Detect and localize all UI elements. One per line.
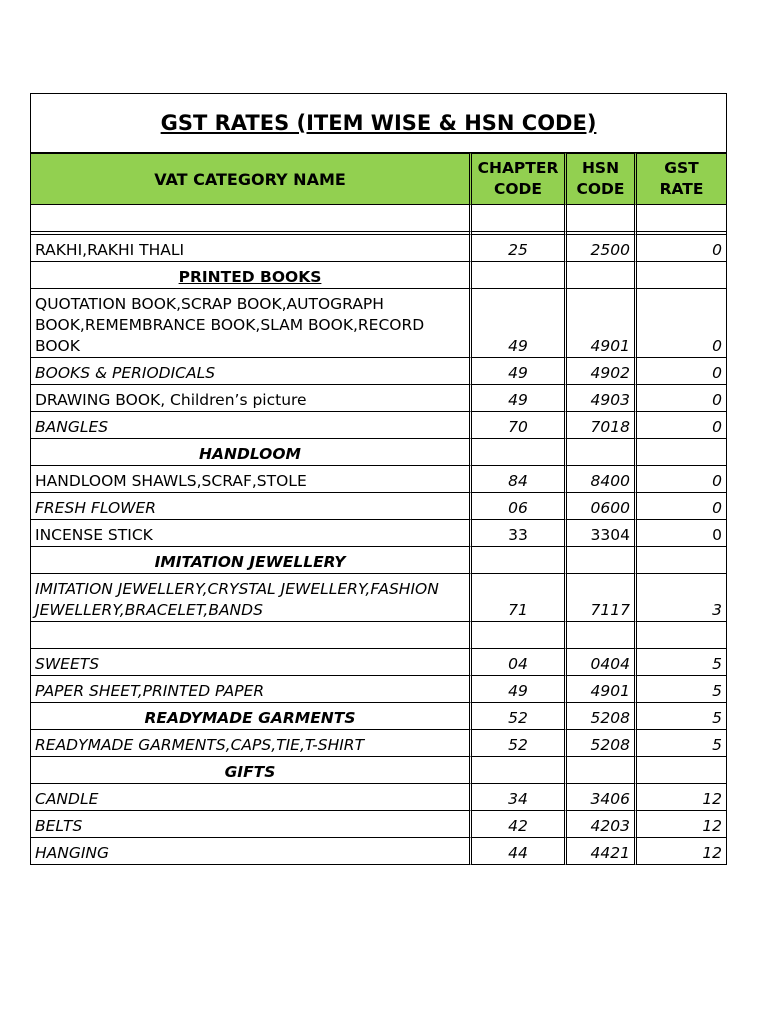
section-row: GIFTS	[30, 757, 727, 784]
header-chapter-code: CHAPTER CODE	[472, 153, 567, 205]
table-row: QUOTATION BOOK,SCRAP BOOK,AUTOGRAPH BOOK,REMEMBRANCE BOOK,SLAM BOOK,RECORD BOOK 49 4901 0	[30, 289, 727, 358]
table-row: FRESH FLOWER 06 0600 0	[30, 493, 727, 520]
table-row: CANDLE 34 3406 12	[30, 784, 727, 811]
header-gst-rate: GST RATE	[637, 153, 727, 205]
table-row: HANDLOOM SHAWLS,SCRAF,STOLE 84 8400 0	[30, 466, 727, 493]
table-row: PAPER SHEET,PRINTED PAPER 49 4901 5	[30, 676, 727, 703]
table-title-cell	[30, 93, 727, 153]
section-row: IMITATION JEWELLERY	[30, 547, 727, 574]
header-hsn-code: HSN CODE	[567, 153, 637, 205]
table-row: INCENSE STICK 33 3304 0	[30, 520, 727, 547]
gst-rates-table	[30, 93, 727, 865]
section-row: HANDLOOM	[30, 439, 727, 466]
section-row: READYMADE GARMENTS 52 5208 5	[30, 703, 727, 730]
table-row: READYMADE GARMENTS,CAPS,TIE,T-SHIRT 52 5208 5	[30, 730, 727, 757]
section-row: PRINTED BOOKS	[30, 262, 727, 289]
table-row: RAKHI,RAKHI THALI 25 2500 0	[30, 235, 727, 262]
table-row: BANGLES 70 7018 0	[30, 412, 727, 439]
table-row: BOOKS & PERIODICALS 49 4902 0	[30, 358, 727, 385]
table-row: SWEETS 04 0404 5	[30, 649, 727, 676]
header-row	[30, 153, 727, 205]
gst-rates-sheet	[30, 93, 727, 865]
blank-row	[30, 622, 727, 649]
blank-row	[30, 205, 727, 232]
table-row: BELTS 42 4203 12	[30, 811, 727, 838]
table-row: HANGING 44 4421 12	[30, 838, 727, 865]
page-title: GST RATES (ITEM WISE & HSN CODE)	[160, 110, 597, 135]
table-row: DRAWING BOOK, Children’s picture 49 4903 0	[30, 385, 727, 412]
table-row: IMITATION JEWELLERY,CRYSTAL JEWELLERY,FASHION JEWELLERY,BRACELET,BANDS 71 7117 3	[30, 574, 727, 622]
header-category: VAT CATEGORY NAME	[30, 153, 472, 205]
